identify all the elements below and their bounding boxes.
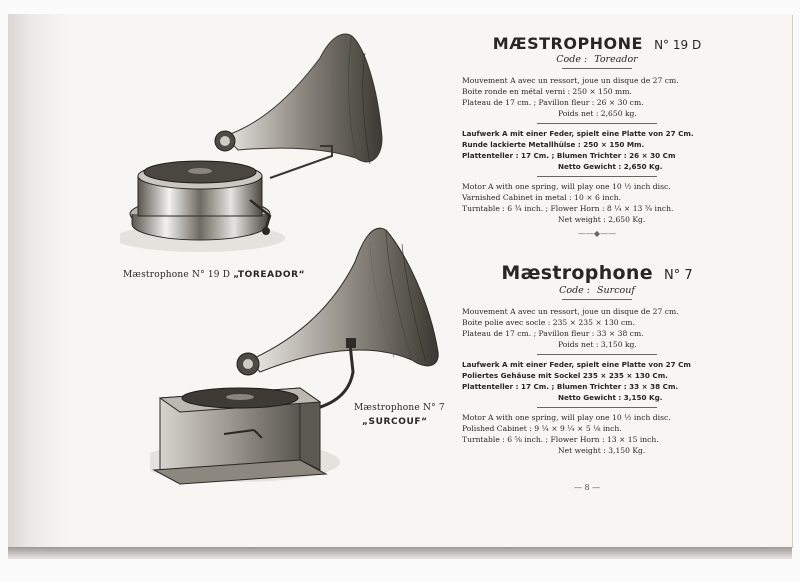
spec-line: Mouvement A avec un ressort, joue un disque de 27 cm. xyxy=(462,76,679,85)
spec-line: Turntable : 6 ¾ inch. ; Flower Horn : 8 ¼ × 13 ¾ inch. xyxy=(462,204,674,213)
spec-line: Netto Gewicht : 2,650 Kg. xyxy=(558,162,663,171)
spec-line: Net weight : 2,650 Kg. xyxy=(558,215,646,224)
product-7-code-value: Surcouf xyxy=(597,285,635,296)
gramophone-7-illustration xyxy=(150,212,450,492)
spec-line: Laufwerk A mit einer Feder, spielt eine Platte von 27 Cm xyxy=(462,360,691,369)
product-19d-rule-1 xyxy=(537,123,657,124)
spec-line: Boite polie avec socle : 235 × 235 × 130 cm. xyxy=(462,318,635,327)
product-19d-code-value: Toreador xyxy=(594,54,638,65)
product-7-title-number: N° 7 xyxy=(663,268,693,283)
product-7-german-spec xyxy=(462,359,732,403)
caption-7-name-text: „SURCOUF“ xyxy=(362,417,428,427)
caption-19d-model: Mæstrophone N° 19 D xyxy=(123,270,231,280)
spec-line: Motor A with one spring, will play one 10 ½ inch disc. xyxy=(462,182,671,191)
spec-line: Laufwerk A mit einer Feder, spielt eine Platte von 27 Cm. xyxy=(462,129,694,138)
product-19d-section xyxy=(462,34,732,242)
caption-7-name xyxy=(354,415,445,429)
product-7-code-label: Code : xyxy=(559,285,591,296)
product-7-english-spec xyxy=(462,412,732,456)
spec-line: Plateau de 17 cm. ; Pavillon fleur : 33 × 38 cm. xyxy=(462,329,644,338)
spec-line: Poids net : 3,150 kg. xyxy=(558,340,637,349)
product-19d-title xyxy=(462,34,732,53)
spec-line: Plateau de 17 cm. ; Pavillon fleur : 26 × 30 cm. xyxy=(462,98,644,107)
product-19d-title-main: MÆSTROPHONE xyxy=(492,34,643,53)
product-19d-rule-top xyxy=(562,68,632,69)
product-19d-french-spec xyxy=(462,75,732,119)
product-7-rule-1 xyxy=(537,354,657,355)
product-7-section xyxy=(462,262,732,456)
product-19d-code-label: Code : xyxy=(556,54,588,65)
spec-line: Runde lackierte Metallhülse : 250 × 150 Mm. xyxy=(462,140,645,149)
spec-line: Net weight : 3,150 Kg. xyxy=(558,446,646,455)
product-19d-code xyxy=(462,54,732,65)
product-7-rule-top xyxy=(562,299,632,300)
spec-line: Poliertes Gehäuse mit Sockel 235 × 235 × 130 Cm. xyxy=(462,371,668,380)
product-7-title xyxy=(462,262,732,284)
page-number: — 8 — xyxy=(574,483,601,492)
spec-line: Plattenteller : 17 Cm. ; Blumen Trichter : 26 × 30 Cm xyxy=(462,151,676,160)
product-7-french-spec xyxy=(462,306,732,350)
product-19d-german-spec xyxy=(462,128,732,172)
spec-line: Varnished Cabinet in metal : 10 × 6 inch. xyxy=(462,193,622,202)
product-7-rule-2 xyxy=(537,407,657,408)
spec-line: Plattenteller : 17 Cm. ; Blumen Trichter : 33 × 38 Cm. xyxy=(462,382,679,391)
product-19d-english-spec xyxy=(462,181,732,225)
spec-line: Mouvement A avec un ressort, joue un disque de 27 cm. xyxy=(462,307,679,316)
caption-7-model: Mæstrophone N° 7 xyxy=(354,403,445,413)
ornament-divider: ——◆—— xyxy=(577,229,617,238)
spec-line: Netto Gewicht : 3,150 Kg. xyxy=(558,393,663,402)
caption-19d-name: „TOREADOR“ xyxy=(233,270,306,280)
caption-7 xyxy=(354,401,445,429)
page-bottom-edge xyxy=(8,547,792,559)
spec-line: Poids net : 2,650 kg. xyxy=(558,109,637,118)
product-19d-rule-2 xyxy=(537,176,657,177)
spec-line: Turntable : 6 ⅝ inch. ; Flower Horn : 13 × 15 inch. xyxy=(462,435,659,444)
product-19d-title-number: N° 19 D xyxy=(654,38,702,52)
book-gutter xyxy=(8,14,68,547)
spec-line: Polished Cabinet : 9 ¼ × 9 ¼ × 5 ⅛ inch. xyxy=(462,424,622,433)
spec-line: Boite ronde en métal verni : 250 × 150 mm. xyxy=(462,87,632,96)
spec-line: Motor A with one spring, will play one 10 ½ inch disc. xyxy=(462,413,671,422)
product-7-title-main: Mæstrophone xyxy=(501,262,653,284)
product-7-code xyxy=(462,285,732,296)
